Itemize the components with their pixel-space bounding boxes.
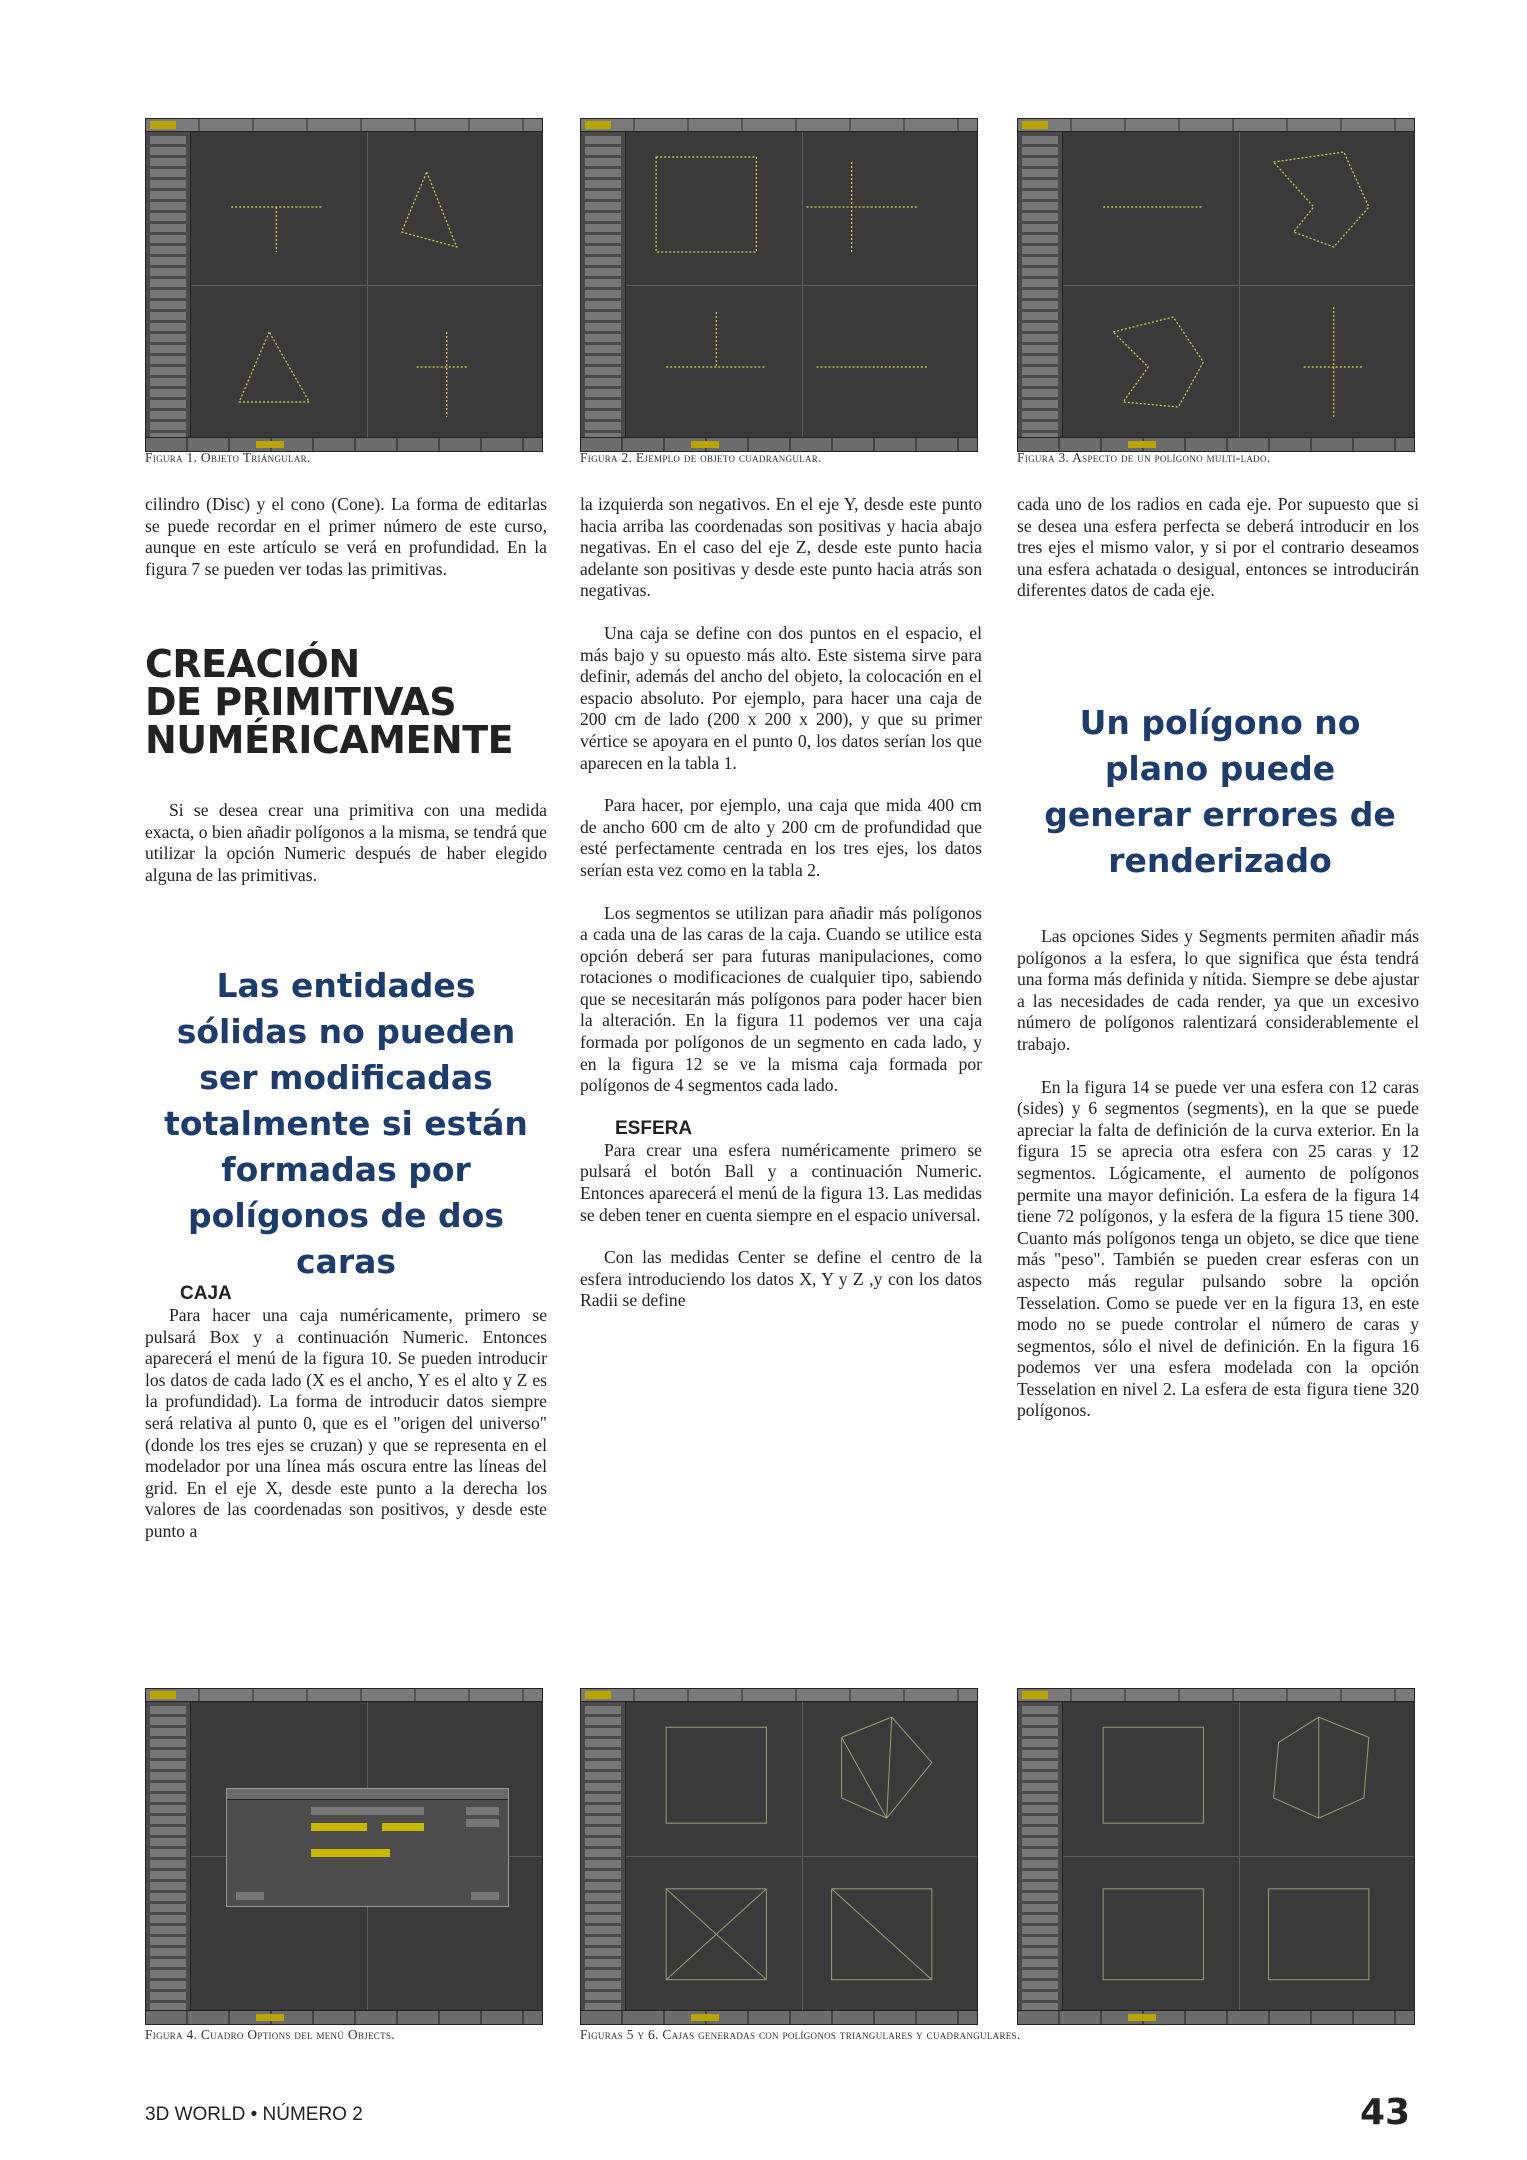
figure-2-screenshot bbox=[580, 118, 978, 452]
section-title-line-2: DE PRIMITIVAS bbox=[145, 680, 457, 724]
column-2 bbox=[580, 494, 982, 1312]
col1-paragraph-2: Si se desea crear una primitiva con una medida exacta, o bien añadir polígonos a la misma, se tendrá que utilizar la opción Numeric después de haber elegido alguna de las primitivas. bbox=[145, 800, 547, 885]
subhead-caja: CAJA bbox=[180, 1283, 232, 1304]
column-1 bbox=[145, 494, 547, 580]
figure-4-caption: Figura 4. Cuadro Options del menú Objects. bbox=[145, 2027, 395, 2042]
col1-paragraph-1: cilindro (Disc) y el cono (Cone). La forma de editarlas se puede recordar en el primer número de este curso, aunque en este artículo se verá en profundidad. En la figura 7 se pueden ver todas las primitivas. bbox=[145, 494, 547, 579]
column-1-caja bbox=[145, 1283, 547, 1543]
subhead-esfera: ESFERA bbox=[615, 1117, 693, 1139]
figure-5-screenshot bbox=[580, 1688, 978, 2025]
col2-paragraph-4: Los segmentos se utilizan para añadir más polígonos a cada una de las caras de la caja. Cuando se utilice esta opción deberá ser para futuras manipulaciones, como rotaciones o modificaciones de cualquier tipo, sabiendo que se necesitarán más polígonos para poder hacer bien la alteración. En la figura 11 podemos ver una caja formada por polígonos de un segmento en cada lado, y en la figura 12 se ve la misma caja formada por polígonos de 4 segmentos cada lado. bbox=[580, 902, 982, 1096]
figure-3-screenshot bbox=[1017, 118, 1415, 452]
section-title-line-1: CREACIÓN bbox=[145, 642, 360, 686]
page-number-text: 43 bbox=[1360, 2092, 1411, 2133]
figures-5-6-caption: Figuras 5 y 6. Cajas generadas con polígonos triangulares y cuadrangulares. bbox=[580, 2027, 1021, 2042]
page-number bbox=[1360, 2092, 1410, 2133]
col2-paragraph-6: Con las medidas Center se define el centro de la esfera introduciendo los datos X, Y y Z ,y con los datos Radii se define bbox=[580, 1247, 982, 1311]
col2-paragraph-3: Para hacer, por ejemplo, una caja que mida 400 cm de ancho 600 cm de alto y 200 cm de profundidad que esté perfectamente centrada en los tres ejes, los datos serían esta vez como en la tabla 2. bbox=[580, 795, 982, 880]
col2-paragraph-2: Una caja se define con dos puntos en el espacio, el más bajo y su opuesto más alto. Este sistema sirve para definir, además del ancho del objeto, la colocación en el espacio absoluto. Por ejemplo, para hacer una caja de 200 cm de lado (200 x 200 x 200), y que su primer vértice se apoyara en el punto 0, los datos serían los que aparecen en la tabla 1. bbox=[580, 622, 982, 773]
magazine-footer: 3D WORLD • NÚMERO 2 bbox=[145, 2104, 363, 2125]
col1-paragraph-3: Para hacer una caja numéricamente, primero se pulsará Box y a continuación Numeric. Entonces aparecerá el menú de la figura 10. Se pueden introducir los datos de cada lado (X es el ancho, Y es el alto y Z es la profundidad). La forma de introducir datos siempre será relativa al punto 0, que es el "origen del universo" (donde los tres ejes se cruzan) y que se representa en el modelador por una línea más oscura entre las líneas del grid. En el eje X, desde este punto a la derecha los valores de las coordenadas son positivos, y desde este punto a bbox=[145, 1305, 547, 1541]
figure-4-screenshot bbox=[145, 1688, 543, 2025]
pull-quote-1: Las entidades sólidas no pueden ser modificadas totalmente si están formadas por polígonos de dos caras bbox=[164, 966, 528, 1281]
options-dialog bbox=[226, 1788, 509, 1907]
col3-paragraph-2: Las opciones Sides y Segments permiten añadir más polígonos a la esfera, lo que significa que ésta tendrá una forma más definida y nítida. Siempre se debe ajustar a las necesidades de cada render, ya que un excesivo número de polígonos ralentizará considerablemente el trabajo. bbox=[1017, 926, 1419, 1054]
col2-paragraph-1: la izquierda son negativos. En el eje Y, desde este punto hacia arriba las coordenadas son positivas y hacia abajo negativas. En el caso del eje Z, desde este punto hacia adelante son positivas y desde este punto hacia atrás son negativas. bbox=[580, 494, 982, 601]
figure-1-caption: Figura 1. Objeto Triángular. bbox=[145, 450, 311, 465]
figure-2-caption: Figura 2. Ejemplo de objeto cuadrangular. bbox=[580, 450, 822, 465]
figure-6-screenshot bbox=[1017, 1688, 1415, 2025]
section-title-line-3: NUMÉRICAMENTE bbox=[145, 718, 514, 762]
figure-3-caption: Figura 3. Aspecto de un polígono multi-lado. bbox=[1017, 450, 1271, 465]
pull-quote-2: Un polígono no plano puede generar errores de renderizado bbox=[1044, 703, 1396, 880]
column-3-body bbox=[1017, 926, 1419, 1422]
col3-paragraph-3: En la figura 14 se puede ver una esfera con 12 caras (sides) y 6 segmentos (segments), en la que se puede apreciar la falta de definición de la curva exterior. En la figura 15 se aprecia otra esfera con 25 caras y 12 segmentos. Lógicamente, el aumento de polígonos permite una mayor definición. La esfera de la figura 14 tiene 72 polígonos, y la esfera de la figura 15 tiene 300. Cuanto más polígonos tenga un objeto, se dice que tiene más "peso". También se pueden crear esferas con un aspecto más regular pulsando sobre la opción Tesselation. Como se puede ver en la figura 13, en este modo no se puede controlar el número de caras y segmentos, sólo el nivel de definición. En la figura 16 podemos ver una esfera modelada con la opción Tesselation en nivel 2. La esfera de esta figura tiene 320 polígonos. bbox=[1017, 1076, 1419, 1421]
column-1-intro bbox=[145, 800, 547, 886]
column-3 bbox=[1017, 494, 1419, 602]
col2-paragraph-5: Para crear una esfera numéricamente primero se pulsará el botón Ball y a continuación Numeric. Entonces aparecerá el menú de la figura 13. Las medidas se deben tener en cuenta siempre en el espacio universal. bbox=[580, 1139, 982, 1225]
figure-1-screenshot bbox=[145, 118, 543, 452]
section-title bbox=[145, 642, 514, 762]
col3-paragraph-1: cada uno de los radios en cada eje. Por supuesto que si se desea una esfera perfecta se deberá introducir en los tres ejes el mismo valor, y si por el contrario deseamos una esfera achatada o desigual, entonces se introducirán diferentes datos de cada eje. bbox=[1017, 494, 1419, 601]
